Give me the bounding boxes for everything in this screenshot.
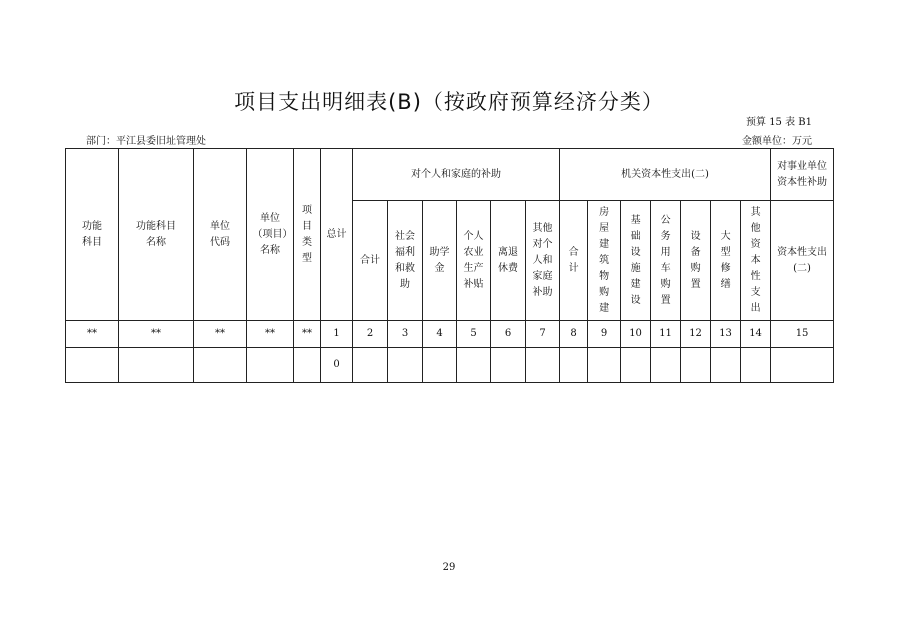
index-cell: ** [66, 321, 119, 348]
header-func-subject-name: 功能科目名称 [119, 149, 194, 321]
header-e-capital: 资本性支出(二) [771, 201, 834, 321]
data-cell [353, 348, 388, 383]
header-group-personal: 对个人和家庭的补助 [353, 149, 560, 201]
header-c-infra: 基础设施建设 [621, 201, 651, 321]
data-cell [621, 348, 651, 383]
data-cell-total: 0 [321, 348, 353, 383]
index-cell: 10 [621, 321, 651, 348]
header-p-welfare: 社会福利和救助 [388, 201, 423, 321]
header-group-enterprise: 对事业单位资本性补助 [771, 149, 834, 201]
header-group-capital: 机关资本性支出(二) [560, 149, 771, 201]
header-p-agri: 个人农业生产补贴 [457, 201, 491, 321]
data-cell [560, 348, 588, 383]
data-cell [771, 348, 834, 383]
index-cell: ** [247, 321, 294, 348]
data-cell [588, 348, 621, 383]
header-func-subject: 功能科目 [66, 149, 119, 321]
index-cell: 13 [711, 321, 741, 348]
data-cell [423, 348, 457, 383]
index-cell: ** [119, 321, 194, 348]
data-cell [741, 348, 771, 383]
header-c-subtotal: 合计 [560, 201, 588, 321]
header-unit-name: 单位（项目）名称 [247, 149, 294, 321]
page-title: 项目支出明细表(B)（按政府预算经济分类） [234, 90, 664, 114]
data-cell [681, 348, 711, 383]
header-c-equip: 设备购置 [681, 201, 711, 321]
data-cell [194, 348, 247, 383]
data-cell [388, 348, 423, 383]
index-cell: 5 [457, 321, 491, 348]
header-p-scholarship: 助学金 [423, 201, 457, 321]
page-number: 29 [442, 562, 456, 573]
header-c-other: 其他资本性支出 [741, 201, 771, 321]
data-cell [526, 348, 560, 383]
index-cell: 8 [560, 321, 588, 348]
index-cell: 3 [388, 321, 423, 348]
header-c-repair: 大型修缮 [711, 201, 741, 321]
data-cell [491, 348, 526, 383]
header-p-other: 其他对个人和家庭补助 [526, 201, 560, 321]
header-p-retire: 离退休费 [491, 201, 526, 321]
table-code: 预算 15 表 B1 [746, 117, 812, 128]
data-cell [66, 348, 119, 383]
data-cell [294, 348, 321, 383]
header-unit-code: 单位代码 [194, 149, 247, 321]
index-cell: ** [294, 321, 321, 348]
unit-label: 金额单位：万元 [742, 136, 812, 147]
data-cell [651, 348, 681, 383]
header-p-subtotal: 合计 [353, 201, 388, 321]
index-cell: 2 [353, 321, 388, 348]
index-cell: 4 [423, 321, 457, 348]
department-label: 部门：平江县委旧址管理处 [86, 136, 206, 147]
data-cell [457, 348, 491, 383]
index-cell: 14 [741, 321, 771, 348]
index-cell: ** [194, 321, 247, 348]
index-cell: 7 [526, 321, 560, 348]
header-c-building: 房屋建筑物购建 [588, 201, 621, 321]
header-total: 总计 [321, 149, 353, 321]
data-cell [119, 348, 194, 383]
header-c-vehicle: 公务用车购置 [651, 201, 681, 321]
index-cell: 12 [681, 321, 711, 348]
index-cell: 6 [491, 321, 526, 348]
expenditure-table [65, 148, 834, 383]
data-cell [711, 348, 741, 383]
index-cell: 15 [771, 321, 834, 348]
index-cell: 9 [588, 321, 621, 348]
index-cell: 1 [321, 321, 353, 348]
data-cell [247, 348, 294, 383]
index-cell: 11 [651, 321, 681, 348]
header-project-type: 项目类型 [294, 149, 321, 321]
